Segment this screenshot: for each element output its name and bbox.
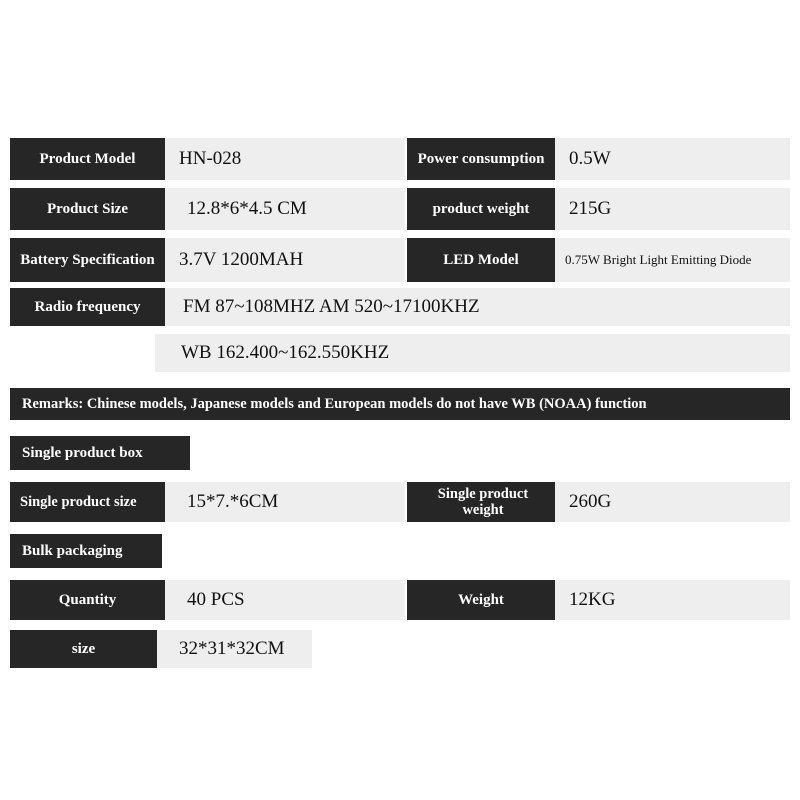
row-value-product-size: 12.8*6*4.5 CM	[165, 188, 405, 230]
table-row	[10, 238, 790, 282]
section-heading-single-product-box: Single product box	[10, 436, 190, 470]
row-value-single-product-size: 15*7.*6CM	[165, 482, 405, 522]
row-label-led-model: LED Model	[407, 238, 555, 282]
row-label-size: size	[10, 630, 157, 668]
row-value-size: 32*31*32CM	[157, 630, 312, 668]
row-value-product-weight: 215G	[555, 188, 790, 230]
row-value-led-model: 0.75W Bright Light Emitting Diode	[555, 238, 790, 282]
row-label-product-size: Product Size	[10, 188, 165, 230]
row-label-battery-specification: Battery Specification	[10, 238, 165, 282]
table-row-radio-frequency	[10, 288, 790, 326]
row-label-product-model: Product Model	[10, 138, 165, 180]
row-label-power-consumption: Power consumption	[407, 138, 555, 180]
row-label-single-product-size: Single product size	[10, 482, 165, 522]
row-label-single-product-weight: Single product weight	[407, 482, 555, 522]
row-label-weight: Weight	[407, 580, 555, 620]
remarks-note: Remarks: Chinese models, Japanese models and European models do not have WB (NOAA) function	[10, 388, 790, 420]
row-value-single-product-weight: 260G	[555, 482, 790, 522]
table-row	[10, 188, 790, 230]
table-row	[10, 580, 790, 620]
row-value-weight: 12KG	[555, 580, 790, 620]
table-row	[10, 482, 790, 522]
row-value-radio-frequency-line2: WB 162.400~162.550KHZ	[155, 334, 790, 372]
row-label-radio-frequency: Radio frequency	[10, 288, 165, 326]
row-value-power-consumption: 0.5W	[555, 138, 790, 180]
table-row	[10, 630, 790, 668]
row-label-product-weight: product weight	[407, 188, 555, 230]
row-value-battery-specification: 3.7V 1200MAH	[165, 238, 405, 282]
section-heading-bulk-packaging: Bulk packaging	[10, 534, 162, 568]
row-value-radio-frequency-line1: FM 87~108MHZ AM 520~17100KHZ	[165, 288, 790, 326]
row-label-quantity: Quantity	[10, 580, 165, 620]
row-value-quantity: 40 PCS	[165, 580, 405, 620]
row-value-product-model: HN-028	[165, 138, 405, 180]
table-row	[10, 138, 790, 180]
